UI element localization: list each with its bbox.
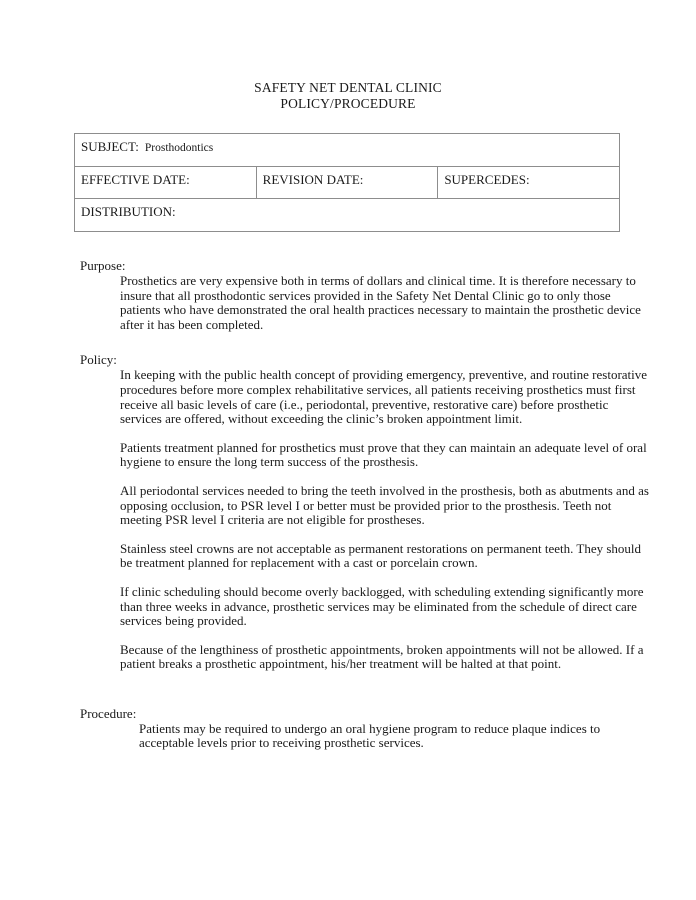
document-title — [0, 0, 696, 112]
section-body-purpose — [120, 274, 650, 332]
paragraph: Patients treatment planned for prosthetics must prove that they can maintain an adequate level of oral hygiene to ensure the long term success of the prosthesis. — [120, 439, 647, 470]
section-body-procedure — [139, 722, 650, 751]
table-row-subject — [75, 134, 620, 167]
paragraph: Prosthetics are very expensive both in terms of dollars and clinical time. It is therefore necessary to insure that all prosthodontic services provided in the Safety Net Dental Clinic go to only those patients who have demonstrated the oral health practices necessary to maintain the prosthetic device after it has been completed. — [120, 273, 641, 332]
section-heading-policy: Policy: — [80, 352, 117, 368]
section-heading-procedure: Procedure: — [80, 705, 137, 721]
section-policy — [80, 352, 650, 672]
revision-date-cell — [256, 167, 438, 199]
title-line-primary: SAFETY NET DENTAL CLINIC — [254, 80, 442, 95]
distribution-label: DISTRIBUTION: — [81, 204, 176, 219]
policy-header-table — [74, 133, 620, 232]
subject-value: Prosthodontics — [144, 142, 214, 154]
paragraph: Because of the lengthiness of prosthetic appointments, broken appointments will not be allowed. If a patient breaks a prosthetic appointment, his/her treatment will be halted at that point. — [120, 641, 644, 672]
revision-date-label: REVISION DATE: — [262, 172, 364, 187]
paragraph: In keeping with the public health concept of providing emergency, preventive, and routine restorative procedures before more complex rehabilitative services, all patients receiving prosthetics must first receive all basic levels of care (i.e., periodontal, preventive, restorative care) before prosthetic services are offered, without exceeding the clinic’s broken appointment limit. — [120, 367, 648, 427]
effective-date-label: EFFECTIVE DATE: — [81, 172, 190, 187]
title-line-secondary: POLICY/PROCEDURE — [280, 96, 416, 111]
supercedes-label: SUPERCEDES: — [444, 172, 530, 187]
document-body — [0, 258, 696, 751]
subject-label: SUBJECT: — [81, 139, 139, 154]
effective-date-cell — [75, 167, 257, 199]
table-row-distribution — [75, 199, 620, 232]
section-body-policy — [120, 368, 650, 672]
supercedes-cell — [438, 167, 620, 199]
section-heading-purpose: Purpose: — [80, 258, 126, 273]
subject-cell — [75, 134, 620, 167]
paragraph: If clinic scheduling should become overly backlogged, with scheduling extending significantly more than three weeks in advance, prosthetic services may be eliminated from the schedule of direct care services being provided. — [120, 583, 644, 629]
paragraph: Stainless steel crowns are not acceptable as permanent restorations on permanent teeth. They should be treatment planned for replacement with a cast or porcelain crown. — [120, 540, 642, 571]
distribution-cell — [75, 199, 620, 232]
paragraph: Patients may be required to undergo an oral hygiene program to reduce plaque indices to acceptable levels prior to receiving prosthetic services. — [139, 720, 601, 751]
table-row-dates — [75, 167, 620, 199]
section-procedure — [80, 706, 650, 751]
paragraph: All periodontal services needed to bring the teeth involved in the prosthesis, both as abutments and as opposing occlusion, to PSR level I or better must be provided prior to the prosthesis. Teeth not meeting PSR level I criteria are not eligible for prostheses. — [120, 482, 649, 528]
section-purpose — [80, 258, 650, 332]
